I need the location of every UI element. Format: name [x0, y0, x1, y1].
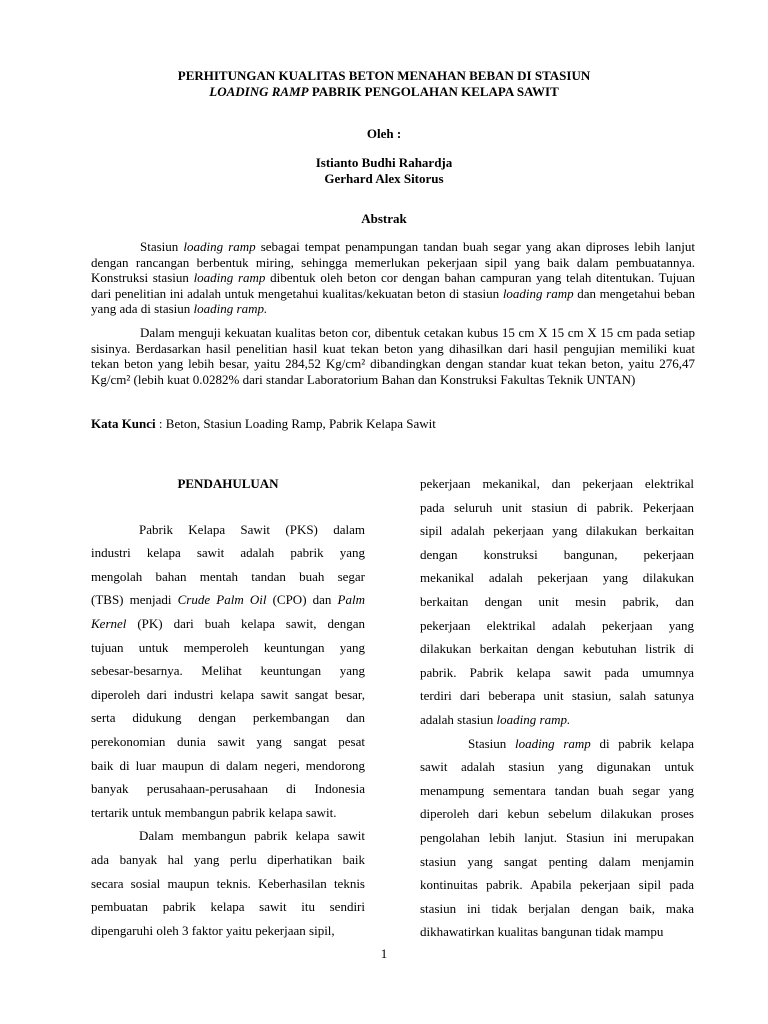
text-line: sipil adalah pekerjaan yang dilakukan berkaitan — [420, 523, 694, 539]
text-line: pabrik. Pabrik kelapa sawit pada umumnya — [420, 664, 694, 680]
text-line: stasiun ini tidak berjalan dengan baik, maka — [420, 900, 694, 916]
right-paragraph-2 — [420, 732, 694, 944]
keywords-value: : Beton, Stasiun Loading Ramp, Pabrik Kelapa Sawit — [155, 416, 436, 431]
text-line: tujuan untuk memperoleh keuntungan yang — [91, 639, 365, 655]
text-line: Kernel (PK) dari buah kelapa sawit, dengan — [91, 615, 365, 631]
text-line: ada banyak hal yang perlu diperhatikan baik — [91, 851, 365, 867]
text-line: kontinuitas pabrik. Apabila pekerjaan sipil pada — [420, 877, 694, 893]
text-line: (TBS) menjadi Crude Palm Oil (CPO) dan Palm — [91, 592, 365, 608]
left-paragraph-1 — [91, 518, 365, 825]
abstract — [91, 239, 695, 395]
text-line: diperoleh dari industri kelapa sawit sangat besar, — [91, 686, 365, 702]
text-line: tertarik untuk membangun pabrik kelapa sawit. — [91, 804, 337, 820]
text-line: terdiri dari beberapa unit stasiun, salah satunya — [420, 688, 694, 704]
text-line: berkaitan dengan unit mesin pabrik, dan — [420, 593, 694, 609]
text-line: pengolahan lebih lanjut. Stasiun ini merupakan — [420, 829, 694, 845]
section-heading: PENDAHULUAN — [177, 476, 279, 491]
byline: Oleh : — [366, 126, 402, 141]
keywords-label: Kata Kunci — [91, 416, 156, 431]
text-line: secara sosial maupun teknis. Keberhasilan teknis — [91, 875, 365, 891]
abstract-heading: Abstrak — [361, 211, 407, 226]
text-line: dikhawatirkan kualitas bangunan tidak mampu — [420, 924, 664, 940]
text-line: dilakukan berkaitan dengan kebutuhan listrik di — [420, 641, 694, 657]
text-line: mekanikal adalah pekerjaan yang dilakukan — [420, 570, 694, 586]
text-line: baik di luar maupun di dalam negeri, mendorong — [91, 757, 365, 773]
paper-title-italic: LOADING RAMP — [209, 84, 309, 99]
text-line: sebesar-besarnya. Melihat keuntungan yang — [91, 663, 365, 679]
right-column — [420, 472, 694, 944]
text-line: dengan konstruksi bangunan, pekerjaan — [420, 546, 694, 562]
text-line: banyak perusahaan-perusahaan di Indonesia — [91, 781, 365, 797]
text-line: Stasiun loading ramp di pabrik kelapa — [468, 735, 694, 751]
author-2: Gerhard Alex Sitorus — [324, 171, 444, 186]
text-line: diperoleh dari kebun sebelum dilakukan proses — [420, 806, 694, 822]
text-line: Dalam membangun pabrik kelapa sawit — [139, 828, 365, 844]
text-line: mengolah bahan mentah tandan buah segar — [91, 568, 365, 584]
text-line: pada seluruh unit stasiun di pabrik. Pekerjaan — [420, 499, 694, 515]
text-line: serta didukung dengan perkembangan dan — [91, 710, 365, 726]
right-paragraph-1 — [420, 472, 694, 732]
page-number: 1 — [380, 946, 388, 961]
paper-title-line-1: PERHITUNGAN KUALITAS BETON MENAHAN BEBAN DI STASIUN — [177, 68, 591, 83]
left-paragraph-2 — [91, 824, 365, 942]
text-line: stasiun yang sangat penting dalam menjamin — [420, 853, 694, 869]
text-line: pekerjaan mekanikal, dan pekerjaan elektrikal — [420, 476, 694, 491]
text-line: pekerjaan elektrikal adalah pekerjaan yang — [420, 617, 694, 633]
text-line: Pabrik Kelapa Sawit (PKS) dalam — [139, 521, 365, 537]
text-line: sawit adalah stasiun yang digunakan untuk — [420, 759, 694, 775]
keywords — [91, 416, 695, 432]
text-line: pembuatan pabrik kelapa sawit itu sendiri — [91, 899, 365, 915]
paper-title-rest: PABRIK PENGOLAHAN KELAPA SAWIT — [308, 84, 559, 99]
text-line: menampung sementara tandan buah segar yang — [420, 782, 694, 798]
text-line: industri kelapa sawit adalah pabrik yang — [91, 545, 365, 561]
text-line: dipengaruhi oleh 3 faktor yaitu pekerjaan sipil, — [91, 922, 335, 938]
text-line: perekonomian dunia sawit yang sangat pesat — [91, 733, 365, 749]
abstract-paragraph-1: Stasiun loading ramp sebagai tempat penampungan tandan buah segar yang akan diproses lebih lanjut dengan rancangan berbentuk miring, sehingga memerlukan pekerjaan sipil yang baik dalam pembuatannya. Konstruksi stasiun loading ramp dibentuk oleh beton cor dengan bahan campuran yang telah ditentukan. Tujuan dari penelitian ini adalah untuk mengetahui kualitas/kekuatan beton di stasiun loading ramp dan mengetahui beban yang ada di stasiun loading ramp. — [91, 239, 696, 317]
left-column — [91, 472, 365, 942]
abstract-paragraph-2: Dalam menguji kekuatan kualitas beton cor, dibentuk cetakan kubus 15 cm X 15 cm X 15 cm pada setiap sisinya. Berdasarkan hasil penelitian hasil kuat tekan beton yang dihasilkan dari hasil pengujian memiliki kuat tekan beton yang lebih besar, yaitu 284,52 Kg/cm² dibandingkan dengan standar kuat tekan beton, yaitu 276,47 Kg/cm² (lebih kuat 0.0282% dari standar Laboratorium Bahan dan Konstruksi Fakultas Teknik UNTAN) — [91, 324, 695, 387]
paper-title-line-2 — [0, 84, 768, 100]
author-1: Istianto Budhi Rahardja — [315, 155, 453, 170]
text-line: adalah stasiun loading ramp. — [420, 711, 571, 727]
